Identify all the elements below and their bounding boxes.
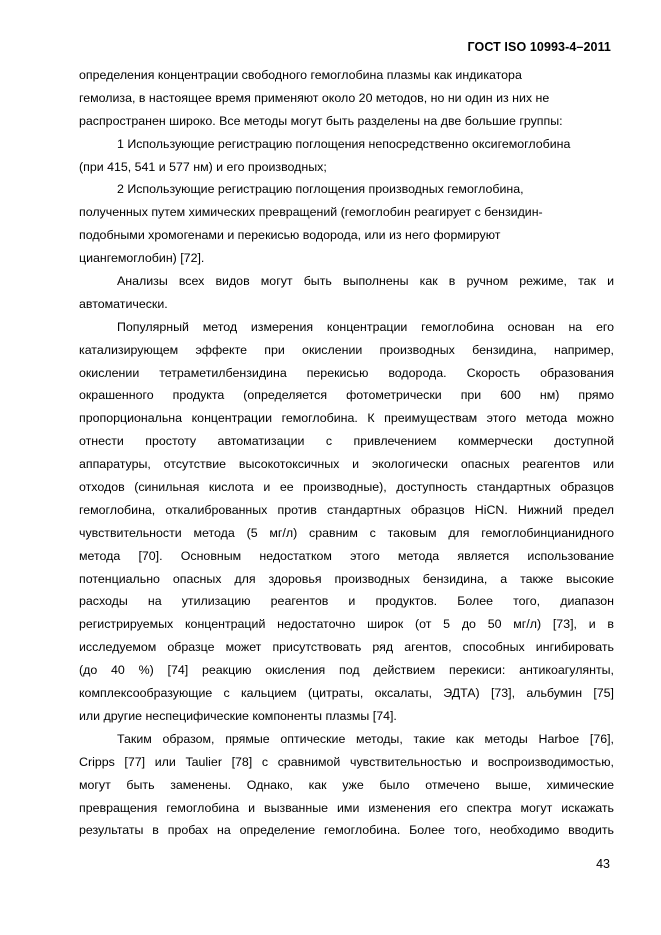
text-line: Анализы всех видов могут быть выполнены как в ручном режиме, так и — [117, 274, 614, 289]
text-line: (при 415, 541 и 577 нм) и его производных; — [79, 159, 327, 174]
text-line: пропорциональна концентрации гемоглобина. К преимуществам этого метода можно — [79, 411, 614, 426]
text-line: результаты в пробах на определение гемоглобина. Более того, необходимо вводить — [79, 823, 614, 838]
text-line: подобными хромогенами и перекисью водорода, или из него формируют — [79, 228, 501, 243]
text-line: автоматически. — [79, 296, 168, 311]
text-line: полученных путем химических превращений (гемоглобин реагирует с бензидин- — [79, 205, 543, 220]
text-line: аппаратуры, отсутствие высокотоксичных и экологически опасных реагентов или — [79, 457, 614, 472]
text-line: метода [70]. Основным недостатком этого метода является использование — [79, 548, 614, 563]
text-line: Cripps [77] или Taulier [78] с сравнимой чувствительностью и воспроизводимостью, — [79, 754, 614, 769]
text-line: гемоглобина, откалиброванных против стандартных образцов HiCN. Нижний предел — [79, 502, 614, 517]
text-line: окрашенного продукта (определяется фотометрически при 600 нм) прямо — [79, 388, 614, 403]
text-line: окислении тетраметилбензидина перекисью водорода. Скорость образования — [79, 365, 614, 380]
text-line: Таким образом, прямые оптические методы, такие как методы Harboe [76], — [117, 731, 614, 746]
text-line: расходы на утилизацию реагентов и продуктов. Более того, диапазон — [79, 594, 614, 609]
text-line: катализирующем эффекте при окислении производных бензидина, например, — [79, 342, 614, 357]
text-line: 2 Использующие регистрацию поглощения производных гемоглобина, — [117, 182, 524, 197]
text-line: (до 40 %) [74] реакцию окисления под действием перекиси: антикоагулянты, — [79, 663, 614, 678]
text-line: потенциально опасных для здоровья производных бензидина, а также высокие — [79, 571, 614, 586]
text-line: могут быть заменены. Однако, как уже было отмечено выше, химические — [79, 777, 614, 792]
document-standard-header: ГОСТ ISO 10993-4–2011 — [467, 40, 611, 54]
text-line: циангемоглобин) [72]. — [79, 251, 205, 266]
text-line: регистрируемых концентраций недостаточно широк (от 5 до 50 мг/л) [73], и в — [79, 617, 614, 632]
text-line: превращения гемоглобина и вызванные ими изменения его спектра могут искажать — [79, 800, 614, 815]
text-line: определения концентрации свободного гемоглобина плазмы как индикатора — [79, 68, 522, 82]
text-line: комплексообразующие с кальцием (цитраты, оксалаты, ЭДТА) [73], альбумин [75] — [79, 686, 614, 701]
body-text — [79, 64, 614, 842]
text-line: исследуемом образце может присутствовать ряд агентов, способных ингибировать — [79, 640, 614, 655]
text-line: отнести простоту автоматизации с привлечением коммерчески доступной — [79, 434, 614, 449]
text-line: чувствительности метода (5 мг/л) сравним с таковым для гемоглобинцианидного — [79, 525, 614, 540]
text-line: или другие неспецифические компоненты плазмы [74]. — [79, 708, 397, 723]
text-line: распространен широко. Все методы могут быть разделены на две большие группы: — [79, 113, 563, 128]
text-line: 1 Использующие регистрацию поглощения непосредственно оксигемоглобина — [117, 136, 571, 151]
text-line: отходов (синильная кислота и ее производные), доступность стандартных образцов — [79, 480, 614, 495]
text-line: гемолиза, в настоящее время применяют около 20 методов, но ни один из них не — [79, 90, 550, 105]
text-line: Популярный метод измерения концентрации гемоглобина основан на его — [117, 319, 614, 334]
page-number: 43 — [596, 857, 610, 871]
